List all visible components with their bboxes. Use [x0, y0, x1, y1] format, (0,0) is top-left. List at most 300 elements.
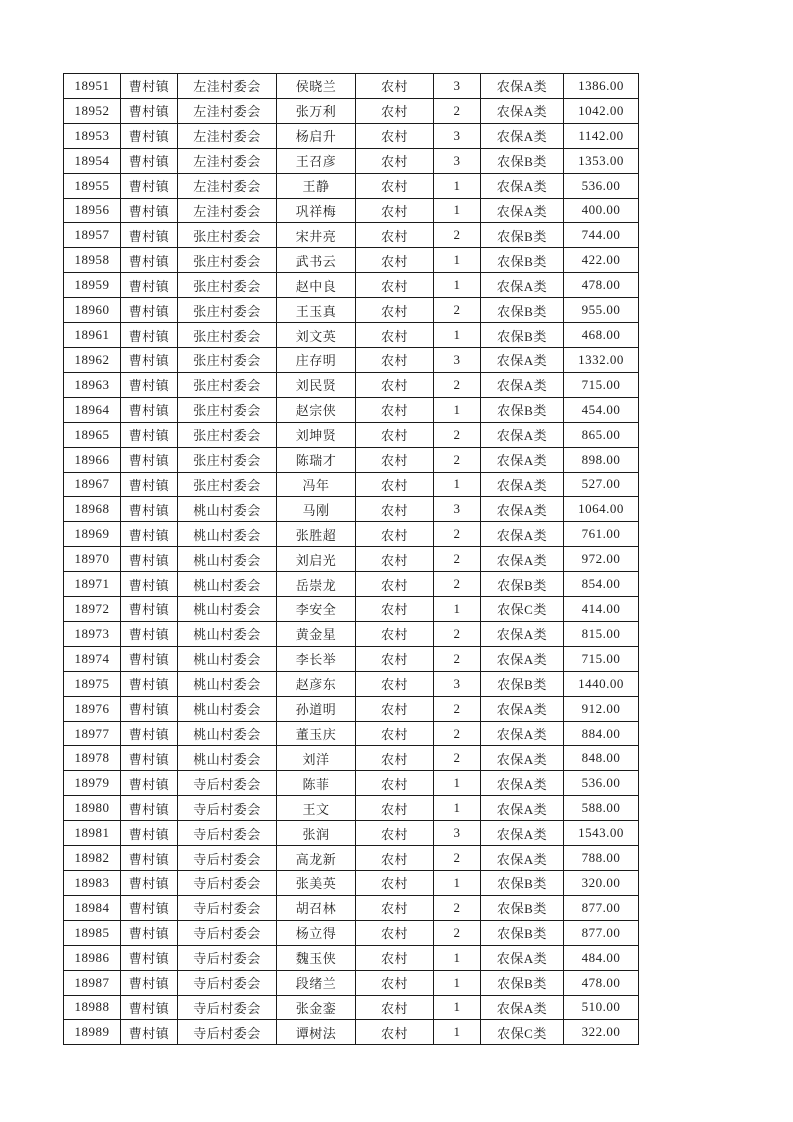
- cell-household-type: 农村: [356, 597, 434, 622]
- cell-person-name: 张美英: [277, 871, 356, 896]
- table-row: [64, 746, 639, 771]
- cell-person-count: 1: [434, 1020, 481, 1045]
- cell-amount: 484.00: [564, 945, 639, 970]
- table-row: [64, 871, 639, 896]
- cell-person-name: 巩祥梅: [277, 198, 356, 223]
- cell-household-type: 农村: [356, 372, 434, 397]
- cell-town: 曹村镇: [121, 422, 178, 447]
- cell-village-committee: 桃山村委会: [178, 522, 277, 547]
- cell-village-committee: 张庄村委会: [178, 273, 277, 298]
- cell-household-type: 农村: [356, 522, 434, 547]
- cell-insurance-category: 农保B类: [481, 148, 564, 173]
- cell-person-count: 1: [434, 945, 481, 970]
- cell-household-type: 农村: [356, 646, 434, 671]
- cell-amount: 1332.00: [564, 347, 639, 372]
- cell-town: 曹村镇: [121, 671, 178, 696]
- cell-person-count: 3: [434, 123, 481, 148]
- cell-person-count: 1: [434, 995, 481, 1020]
- cell-record-id: 18951: [64, 74, 121, 99]
- cell-person-name: 侯晓兰: [277, 74, 356, 99]
- cell-record-id: 18973: [64, 621, 121, 646]
- cell-household-type: 农村: [356, 98, 434, 123]
- cell-record-id: 18986: [64, 945, 121, 970]
- cell-household-type: 农村: [356, 995, 434, 1020]
- table-row: [64, 895, 639, 920]
- cell-person-count: 2: [434, 422, 481, 447]
- cell-record-id: 18957: [64, 223, 121, 248]
- cell-household-type: 农村: [356, 497, 434, 522]
- cell-amount: 972.00: [564, 547, 639, 572]
- table-row: [64, 347, 639, 372]
- cell-household-type: 农村: [356, 298, 434, 323]
- cell-person-name: 刘坤贤: [277, 422, 356, 447]
- cell-amount: 1064.00: [564, 497, 639, 522]
- cell-household-type: 农村: [356, 422, 434, 447]
- cell-village-committee: 寺后村委会: [178, 970, 277, 995]
- cell-record-id: 18972: [64, 597, 121, 622]
- cell-record-id: 18989: [64, 1020, 121, 1045]
- cell-record-id: 18961: [64, 323, 121, 348]
- table-row: [64, 671, 639, 696]
- cell-amount: 788.00: [564, 846, 639, 871]
- cell-person-name: 王玉真: [277, 298, 356, 323]
- cell-town: 曹村镇: [121, 547, 178, 572]
- cell-town: 曹村镇: [121, 273, 178, 298]
- cell-person-count: 2: [434, 98, 481, 123]
- cell-record-id: 18963: [64, 372, 121, 397]
- cell-record-id: 18980: [64, 796, 121, 821]
- cell-person-name: 黄金星: [277, 621, 356, 646]
- cell-village-committee: 桃山村委会: [178, 547, 277, 572]
- cell-village-committee: 左洼村委会: [178, 198, 277, 223]
- cell-insurance-category: 农保A类: [481, 347, 564, 372]
- cell-household-type: 农村: [356, 796, 434, 821]
- cell-person-count: 2: [434, 696, 481, 721]
- cell-amount: 422.00: [564, 248, 639, 273]
- cell-person-name: 高龙新: [277, 846, 356, 871]
- cell-person-count: 1: [434, 597, 481, 622]
- cell-insurance-category: 农保A类: [481, 372, 564, 397]
- cell-record-id: 18968: [64, 497, 121, 522]
- cell-village-committee: 左洼村委会: [178, 74, 277, 99]
- cell-person-name: 段绪兰: [277, 970, 356, 995]
- table-row: [64, 397, 639, 422]
- cell-record-id: 18966: [64, 447, 121, 472]
- cell-village-committee: 左洼村委会: [178, 123, 277, 148]
- cell-household-type: 农村: [356, 821, 434, 846]
- cell-insurance-category: 农保A类: [481, 447, 564, 472]
- cell-person-name: 冯年: [277, 472, 356, 497]
- cell-town: 曹村镇: [121, 796, 178, 821]
- cell-village-committee: 张庄村委会: [178, 397, 277, 422]
- cell-village-committee: 张庄村委会: [178, 323, 277, 348]
- table-row: [64, 1020, 639, 1045]
- cell-record-id: 18969: [64, 522, 121, 547]
- table-row: [64, 447, 639, 472]
- cell-amount: 877.00: [564, 895, 639, 920]
- cell-town: 曹村镇: [121, 970, 178, 995]
- cell-amount: 1543.00: [564, 821, 639, 846]
- cell-town: 曹村镇: [121, 821, 178, 846]
- cell-insurance-category: 农保A类: [481, 123, 564, 148]
- cell-amount: 536.00: [564, 173, 639, 198]
- cell-insurance-category: 农保B类: [481, 572, 564, 597]
- cell-person-count: 2: [434, 447, 481, 472]
- cell-household-type: 农村: [356, 123, 434, 148]
- cell-village-committee: 寺后村委会: [178, 821, 277, 846]
- cell-town: 曹村镇: [121, 871, 178, 896]
- cell-person-name: 赵中良: [277, 273, 356, 298]
- cell-village-committee: 张庄村委会: [178, 472, 277, 497]
- cell-town: 曹村镇: [121, 98, 178, 123]
- cell-person-count: 2: [434, 522, 481, 547]
- cell-person-count: 3: [434, 497, 481, 522]
- cell-town: 曹村镇: [121, 323, 178, 348]
- cell-person-count: 2: [434, 646, 481, 671]
- cell-person-name: 王召彦: [277, 148, 356, 173]
- cell-person-count: 2: [434, 223, 481, 248]
- cell-household-type: 农村: [356, 397, 434, 422]
- cell-insurance-category: 农保A类: [481, 173, 564, 198]
- cell-insurance-category: 农保B类: [481, 248, 564, 273]
- cell-person-count: 2: [434, 846, 481, 871]
- cell-person-name: 赵宗侠: [277, 397, 356, 422]
- table-row: [64, 696, 639, 721]
- cell-insurance-category: 农保C类: [481, 597, 564, 622]
- cell-amount: 715.00: [564, 372, 639, 397]
- cell-person-name: 杨立得: [277, 920, 356, 945]
- table-row: [64, 148, 639, 173]
- cell-household-type: 农村: [356, 621, 434, 646]
- cell-insurance-category: 农保B类: [481, 920, 564, 945]
- cell-person-count: 1: [434, 871, 481, 896]
- cell-person-name: 刘洋: [277, 746, 356, 771]
- cell-amount: 478.00: [564, 273, 639, 298]
- cell-amount: 898.00: [564, 447, 639, 472]
- cell-household-type: 农村: [356, 871, 434, 896]
- cell-village-committee: 寺后村委会: [178, 846, 277, 871]
- cell-insurance-category: 农保B类: [481, 298, 564, 323]
- cell-town: 曹村镇: [121, 920, 178, 945]
- cell-town: 曹村镇: [121, 347, 178, 372]
- cell-household-type: 农村: [356, 746, 434, 771]
- cell-amount: 1440.00: [564, 671, 639, 696]
- cell-town: 曹村镇: [121, 572, 178, 597]
- cell-amount: 320.00: [564, 871, 639, 896]
- cell-village-committee: 寺后村委会: [178, 995, 277, 1020]
- cell-household-type: 农村: [356, 771, 434, 796]
- cell-person-name: 谭树法: [277, 1020, 356, 1045]
- cell-village-committee: 寺后村委会: [178, 1020, 277, 1045]
- cell-village-committee: 张庄村委会: [178, 447, 277, 472]
- cell-person-name: 孙道明: [277, 696, 356, 721]
- cell-person-count: 1: [434, 198, 481, 223]
- table-row: [64, 572, 639, 597]
- cell-person-name: 胡召林: [277, 895, 356, 920]
- table-row: [64, 995, 639, 1020]
- cell-person-name: 王静: [277, 173, 356, 198]
- cell-village-committee: 寺后村委会: [178, 871, 277, 896]
- cell-town: 曹村镇: [121, 397, 178, 422]
- cell-person-count: 1: [434, 173, 481, 198]
- cell-village-committee: 左洼村委会: [178, 148, 277, 173]
- cell-person-count: 2: [434, 298, 481, 323]
- cell-household-type: 农村: [356, 846, 434, 871]
- cell-insurance-category: 农保A类: [481, 198, 564, 223]
- cell-person-name: 张金銮: [277, 995, 356, 1020]
- cell-town: 曹村镇: [121, 846, 178, 871]
- table-row: [64, 248, 639, 273]
- cell-village-committee: 寺后村委会: [178, 895, 277, 920]
- cell-household-type: 农村: [356, 945, 434, 970]
- cell-household-type: 农村: [356, 920, 434, 945]
- cell-person-count: 1: [434, 273, 481, 298]
- cell-town: 曹村镇: [121, 372, 178, 397]
- cell-record-id: 18952: [64, 98, 121, 123]
- cell-person-count: 1: [434, 771, 481, 796]
- cell-village-committee: 左洼村委会: [178, 173, 277, 198]
- cell-household-type: 农村: [356, 572, 434, 597]
- cell-person-name: 武书云: [277, 248, 356, 273]
- cell-insurance-category: 农保A类: [481, 746, 564, 771]
- cell-person-count: 2: [434, 920, 481, 945]
- cell-household-type: 农村: [356, 148, 434, 173]
- table-row: [64, 821, 639, 846]
- cell-person-count: 2: [434, 621, 481, 646]
- cell-amount: 588.00: [564, 796, 639, 821]
- cell-insurance-category: 农保A类: [481, 547, 564, 572]
- cell-village-committee: 桃山村委会: [178, 621, 277, 646]
- cell-record-id: 18987: [64, 970, 121, 995]
- cell-person-name: 董玉庆: [277, 721, 356, 746]
- cell-person-count: 3: [434, 148, 481, 173]
- cell-amount: 400.00: [564, 198, 639, 223]
- table-row: [64, 646, 639, 671]
- cell-town: 曹村镇: [121, 646, 178, 671]
- cell-insurance-category: 农保A类: [481, 472, 564, 497]
- cell-village-committee: 寺后村委会: [178, 796, 277, 821]
- cell-person-name: 王文: [277, 796, 356, 821]
- cell-person-count: 3: [434, 821, 481, 846]
- cell-village-committee: 桃山村委会: [178, 671, 277, 696]
- payment-table-body: [64, 74, 639, 1045]
- cell-village-committee: 张庄村委会: [178, 248, 277, 273]
- cell-person-count: 1: [434, 248, 481, 273]
- cell-village-committee: 张庄村委会: [178, 347, 277, 372]
- cell-amount: 955.00: [564, 298, 639, 323]
- cell-person-name: 赵彦东: [277, 671, 356, 696]
- cell-insurance-category: 农保A类: [481, 621, 564, 646]
- cell-village-committee: 桃山村委会: [178, 696, 277, 721]
- cell-person-count: 3: [434, 74, 481, 99]
- cell-town: 曹村镇: [121, 74, 178, 99]
- table-row: [64, 970, 639, 995]
- cell-village-committee: 寺后村委会: [178, 771, 277, 796]
- cell-town: 曹村镇: [121, 696, 178, 721]
- cell-amount: 322.00: [564, 1020, 639, 1045]
- payment-records-table: [63, 73, 639, 1045]
- cell-record-id: 18970: [64, 547, 121, 572]
- cell-record-id: 18983: [64, 871, 121, 896]
- table-row: [64, 721, 639, 746]
- cell-household-type: 农村: [356, 173, 434, 198]
- cell-village-committee: 桃山村委会: [178, 721, 277, 746]
- cell-record-id: 18955: [64, 173, 121, 198]
- table-row: [64, 273, 639, 298]
- cell-person-name: 刘启光: [277, 547, 356, 572]
- cell-record-id: 18965: [64, 422, 121, 447]
- cell-person-name: 刘文英: [277, 323, 356, 348]
- cell-insurance-category: 农保A类: [481, 821, 564, 846]
- cell-household-type: 农村: [356, 1020, 434, 1045]
- cell-person-name: 刘民贤: [277, 372, 356, 397]
- cell-record-id: 18954: [64, 148, 121, 173]
- cell-person-count: 1: [434, 472, 481, 497]
- cell-record-id: 18978: [64, 746, 121, 771]
- cell-household-type: 农村: [356, 223, 434, 248]
- cell-record-id: 18956: [64, 198, 121, 223]
- table-row: [64, 323, 639, 348]
- table-row: [64, 123, 639, 148]
- cell-household-type: 农村: [356, 198, 434, 223]
- cell-amount: 1353.00: [564, 148, 639, 173]
- cell-town: 曹村镇: [121, 1020, 178, 1045]
- cell-person-count: 2: [434, 746, 481, 771]
- cell-town: 曹村镇: [121, 621, 178, 646]
- cell-record-id: 18967: [64, 472, 121, 497]
- table-row: [64, 771, 639, 796]
- cell-person-count: 1: [434, 970, 481, 995]
- cell-amount: 1142.00: [564, 123, 639, 148]
- cell-town: 曹村镇: [121, 945, 178, 970]
- cell-insurance-category: 农保C类: [481, 1020, 564, 1045]
- cell-town: 曹村镇: [121, 995, 178, 1020]
- cell-person-name: 庄存明: [277, 347, 356, 372]
- table-row: [64, 223, 639, 248]
- cell-amount: 744.00: [564, 223, 639, 248]
- table-row: [64, 796, 639, 821]
- table-row: [64, 372, 639, 397]
- cell-record-id: 18976: [64, 696, 121, 721]
- table-row: [64, 173, 639, 198]
- cell-town: 曹村镇: [121, 123, 178, 148]
- table-row: [64, 621, 639, 646]
- cell-record-id: 18960: [64, 298, 121, 323]
- cell-person-count: 2: [434, 721, 481, 746]
- cell-person-name: 李长举: [277, 646, 356, 671]
- cell-insurance-category: 农保B类: [481, 323, 564, 348]
- cell-person-name: 陈瑞才: [277, 447, 356, 472]
- cell-amount: 454.00: [564, 397, 639, 422]
- cell-record-id: 18958: [64, 248, 121, 273]
- table-row: [64, 846, 639, 871]
- cell-person-name: 张胜超: [277, 522, 356, 547]
- table-row: [64, 74, 639, 99]
- cell-record-id: 18971: [64, 572, 121, 597]
- cell-town: 曹村镇: [121, 472, 178, 497]
- cell-town: 曹村镇: [121, 173, 178, 198]
- cell-village-committee: 桃山村委会: [178, 646, 277, 671]
- cell-person-count: 1: [434, 397, 481, 422]
- cell-household-type: 农村: [356, 547, 434, 572]
- cell-insurance-category: 农保A类: [481, 721, 564, 746]
- table-row: [64, 597, 639, 622]
- table-row: [64, 422, 639, 447]
- cell-household-type: 农村: [356, 472, 434, 497]
- cell-amount: 912.00: [564, 696, 639, 721]
- cell-household-type: 农村: [356, 696, 434, 721]
- cell-insurance-category: 农保A类: [481, 273, 564, 298]
- cell-village-committee: 桃山村委会: [178, 497, 277, 522]
- table-row: [64, 298, 639, 323]
- cell-amount: 877.00: [564, 920, 639, 945]
- cell-insurance-category: 农保A类: [481, 771, 564, 796]
- cell-town: 曹村镇: [121, 771, 178, 796]
- cell-person-count: 1: [434, 323, 481, 348]
- cell-village-committee: 寺后村委会: [178, 945, 277, 970]
- cell-person-name: 张万利: [277, 98, 356, 123]
- cell-person-name: 宋井亮: [277, 223, 356, 248]
- cell-village-committee: 寺后村委会: [178, 920, 277, 945]
- cell-town: 曹村镇: [121, 895, 178, 920]
- cell-town: 曹村镇: [121, 721, 178, 746]
- cell-person-name: 杨启升: [277, 123, 356, 148]
- cell-amount: 854.00: [564, 572, 639, 597]
- cell-amount: 884.00: [564, 721, 639, 746]
- table-row: [64, 472, 639, 497]
- cell-amount: 715.00: [564, 646, 639, 671]
- cell-insurance-category: 农保A类: [481, 522, 564, 547]
- cell-record-id: 18982: [64, 846, 121, 871]
- cell-household-type: 农村: [356, 323, 434, 348]
- cell-amount: 478.00: [564, 970, 639, 995]
- cell-household-type: 农村: [356, 273, 434, 298]
- cell-insurance-category: 农保B类: [481, 671, 564, 696]
- cell-record-id: 18959: [64, 273, 121, 298]
- cell-record-id: 18979: [64, 771, 121, 796]
- cell-record-id: 18975: [64, 671, 121, 696]
- cell-insurance-category: 农保A类: [481, 74, 564, 99]
- cell-record-id: 18988: [64, 995, 121, 1020]
- table-row: [64, 945, 639, 970]
- cell-person-name: 魏玉侠: [277, 945, 356, 970]
- cell-insurance-category: 农保B类: [481, 970, 564, 995]
- cell-insurance-category: 农保A类: [481, 422, 564, 447]
- cell-record-id: 18981: [64, 821, 121, 846]
- cell-village-committee: 左洼村委会: [178, 98, 277, 123]
- cell-village-committee: 桃山村委会: [178, 572, 277, 597]
- cell-insurance-category: 农保A类: [481, 98, 564, 123]
- cell-village-committee: 张庄村委会: [178, 372, 277, 397]
- cell-town: 曹村镇: [121, 447, 178, 472]
- cell-person-count: 2: [434, 372, 481, 397]
- cell-insurance-category: 农保A类: [481, 696, 564, 721]
- cell-person-count: 2: [434, 895, 481, 920]
- cell-person-name: 陈菲: [277, 771, 356, 796]
- cell-insurance-category: 农保A类: [481, 945, 564, 970]
- table-row: [64, 198, 639, 223]
- table-row: [64, 522, 639, 547]
- cell-record-id: 18977: [64, 721, 121, 746]
- cell-household-type: 农村: [356, 447, 434, 472]
- cell-household-type: 农村: [356, 970, 434, 995]
- cell-village-committee: 桃山村委会: [178, 746, 277, 771]
- cell-person-name: 岳崇龙: [277, 572, 356, 597]
- cell-town: 曹村镇: [121, 248, 178, 273]
- cell-record-id: 18985: [64, 920, 121, 945]
- cell-household-type: 农村: [356, 671, 434, 696]
- cell-amount: 1386.00: [564, 74, 639, 99]
